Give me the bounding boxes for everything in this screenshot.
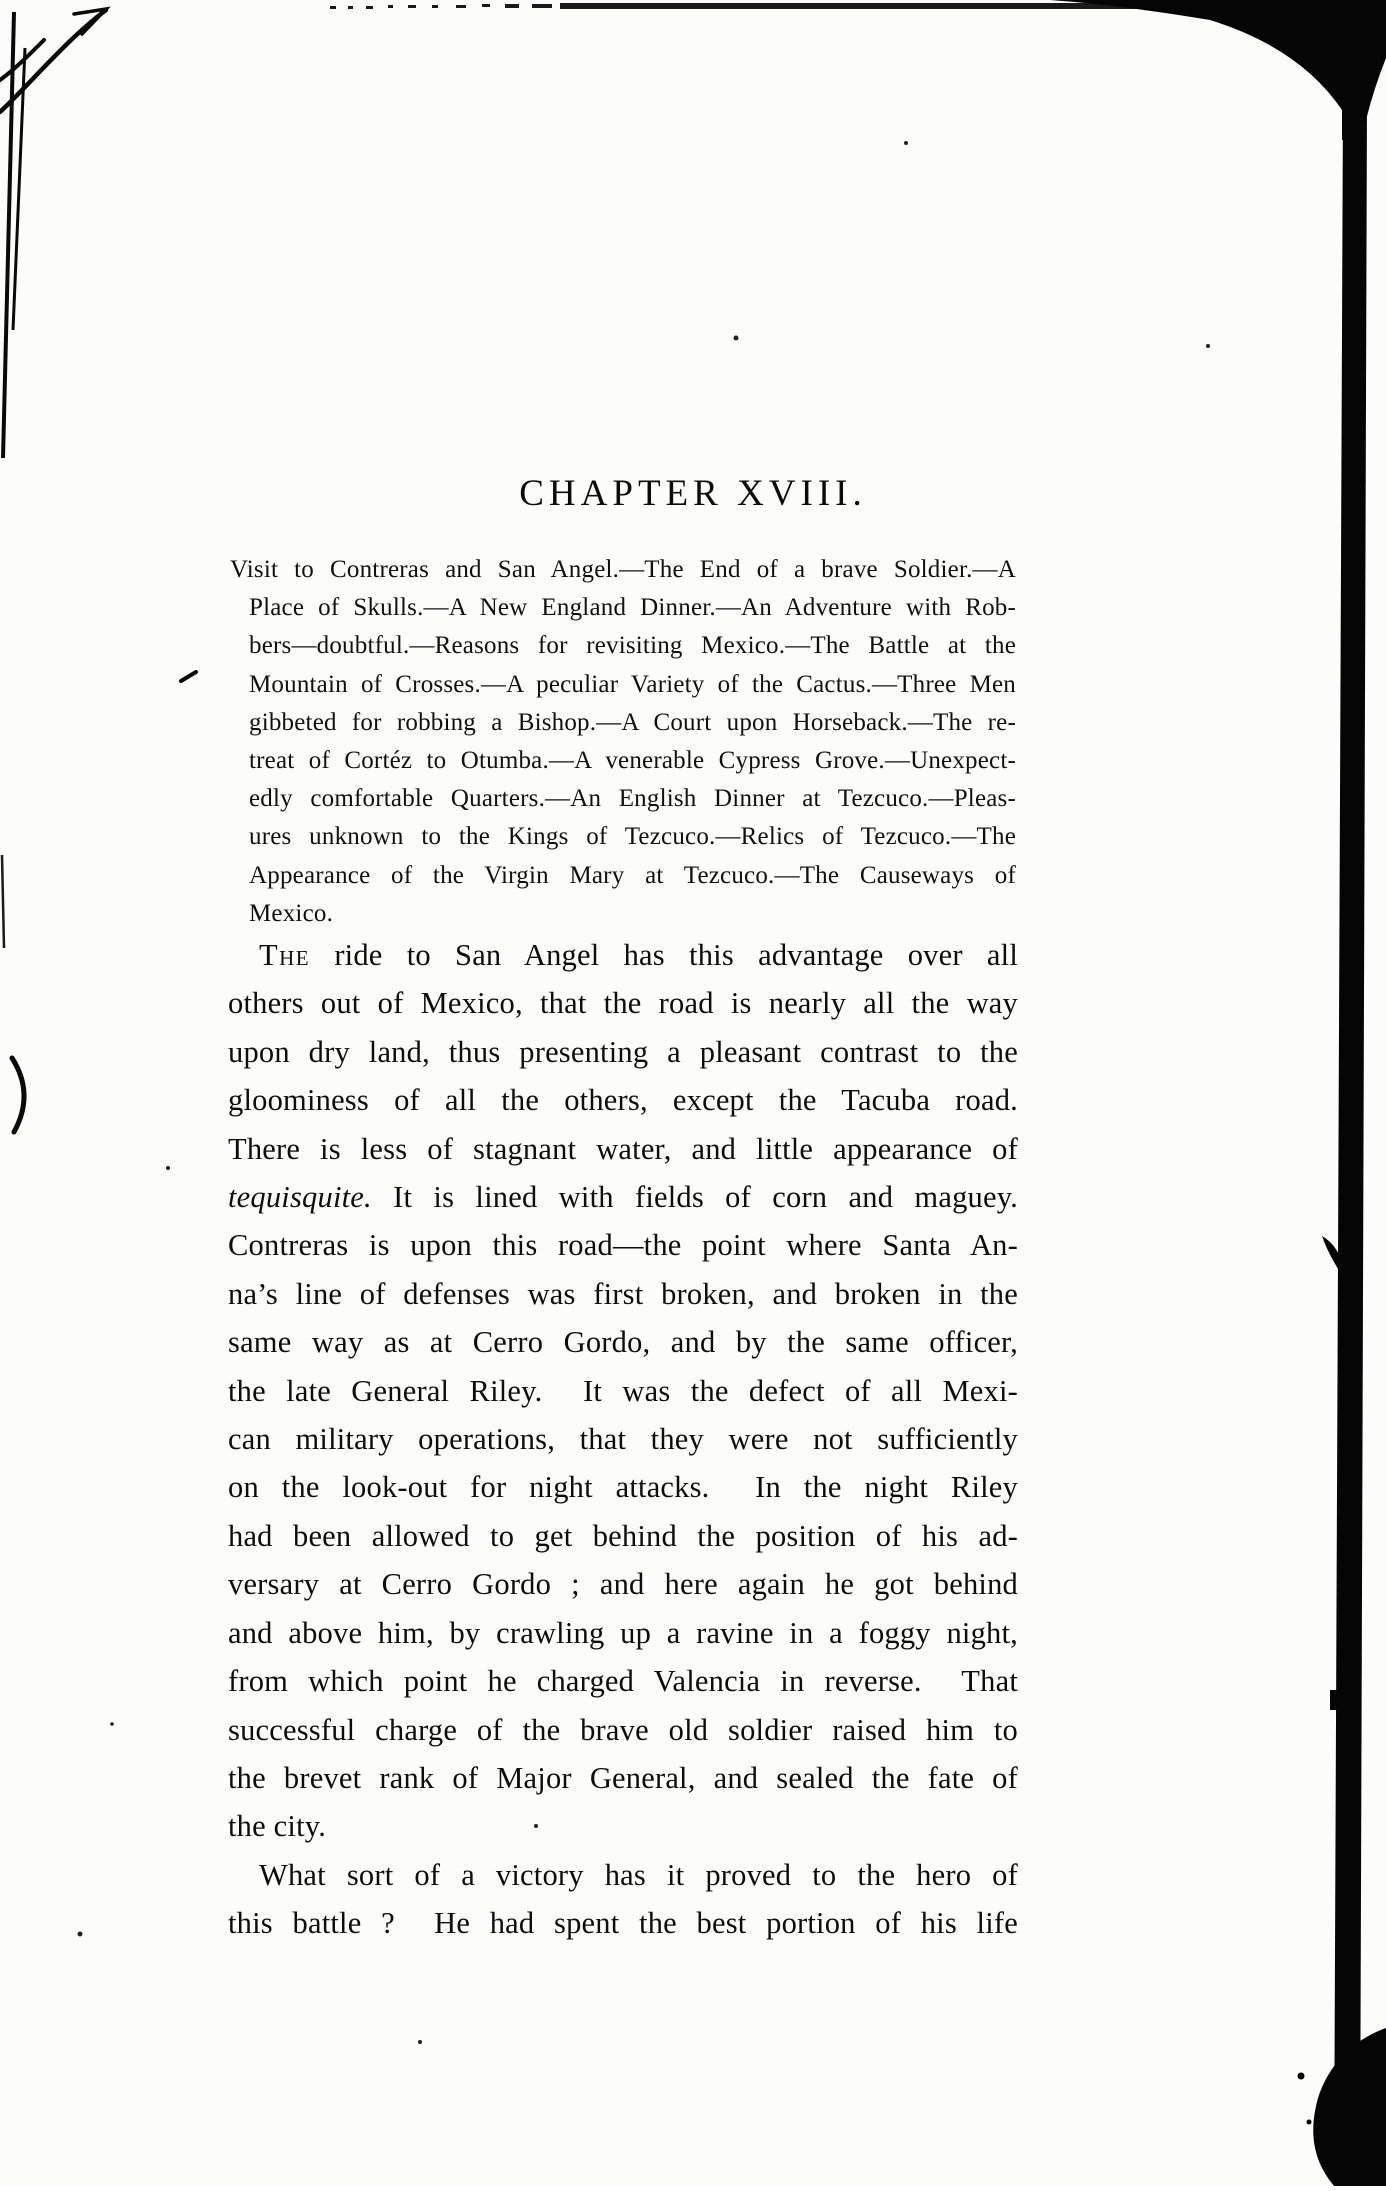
pen-flourish-mark bbox=[0, 9, 106, 112]
body-line: the late General Riley. It was the defect of all Mexi- bbox=[228, 1373, 1018, 1408]
body-line-text: ride to San Angel has this advantage over all bbox=[310, 938, 1018, 972]
body-line: the brevet rank of Major General, and sealed the fate of bbox=[228, 1760, 1018, 1795]
summary-line: Mexico. bbox=[249, 899, 334, 927]
italic-term: tequisquite. bbox=[228, 1180, 372, 1215]
summary-line: Appearance of the Virgin Mary at Tezcuco.—The Causeways of bbox=[249, 861, 1016, 889]
body-line bbox=[228, 931, 1018, 979]
body-line: others out of Mexico, that the road is nearly all the way bbox=[228, 986, 1018, 1021]
summary-line: ures unknown to the Kings of Tezcuco.—Relics of Tezcuco.—The bbox=[249, 823, 1016, 851]
body-line: same way as at Cerro Gordo, and by the same officer, bbox=[228, 1325, 1018, 1360]
body-line: Contreras is upon this road—the point where Santa An- bbox=[228, 1228, 1018, 1263]
scan-bar-bump bbox=[1322, 1236, 1342, 1276]
summary-line: Mountain of Crosses.—A peculiar Variety of the Cactus.—Three Men bbox=[249, 670, 1016, 698]
body-line: can military operations, that they were not sufficiently bbox=[228, 1422, 1018, 1457]
scan-fleck bbox=[1298, 2073, 1305, 2080]
chapter-heading: CHAPTER XVIII. bbox=[519, 473, 867, 514]
body-text bbox=[228, 931, 1018, 1948]
summary-line: treat of Cortéz to Otumba.—A venerable Cypress Grove.—Unexpect- bbox=[249, 747, 1016, 775]
lead-small-caps: The bbox=[259, 938, 311, 972]
scan-bar-bump bbox=[1330, 1690, 1340, 1710]
summary-line: edly comfortable Quarters.—An English Dinner at Tezcuco.—Pleas- bbox=[249, 785, 1016, 813]
summary-line: Place of Skulls.—A New England Dinner.—An Adventure with Rob- bbox=[249, 594, 1016, 622]
body-line: from which point he charged Valencia in reverse. That bbox=[228, 1664, 1018, 1699]
scan-edge-left-line bbox=[2, 855, 4, 948]
scan-corner-bottom-right bbox=[1313, 2028, 1386, 2186]
summary-line: Visit to Contreras and San Angel.—The End of a brave Soldier.—A bbox=[230, 556, 1016, 583]
body-line: this battle ? He had spent the best portion of his life bbox=[228, 1906, 1018, 1941]
paren-mark bbox=[12, 1058, 24, 1132]
body-line: and above him, by crawling up a ravine in a foggy night, bbox=[228, 1615, 1018, 1650]
chapter-summary bbox=[230, 551, 1016, 933]
body-line: the city. bbox=[228, 1809, 327, 1844]
scan-edge-left-line bbox=[13, 48, 25, 330]
scan-edge-right-bar bbox=[1334, 100, 1367, 2186]
summary-line: gibbeted for robbing a Bishop.—A Court upon Horseback.—The re- bbox=[249, 708, 1016, 736]
body-line: had been allowed to get behind the position of his ad- bbox=[228, 1518, 1018, 1553]
scan-edge-left-line bbox=[3, 12, 14, 458]
body-line: on the look-out for night attacks. In the night Riley bbox=[228, 1470, 1018, 1505]
body-line: successful charge of the brave old soldier raised him to bbox=[228, 1712, 1018, 1747]
body-line: What sort of a victory has it proved to the hero of bbox=[259, 1857, 1018, 1892]
body-line: gloominess of all the others, except the Tacuba road. bbox=[228, 1083, 1018, 1118]
body-line: na’s line of defenses was first broken, and broken in the bbox=[228, 1276, 1018, 1311]
tick-mark bbox=[181, 672, 196, 681]
body-line: versary at Cerro Gordo ; and here again he got behind bbox=[228, 1567, 1018, 1602]
summary-line: bers—doubtful.—Reasons for revisiting Mexico.—The Battle at the bbox=[249, 632, 1016, 660]
scan-edge-top bbox=[330, 3, 1200, 9]
scan-corner-top-right bbox=[1050, 0, 1386, 140]
body-line: upon dry land, thus presenting a pleasant contrast to the bbox=[228, 1034, 1018, 1069]
scan-fleck bbox=[1307, 2120, 1312, 2125]
body-line: There is less of stagnant water, and little appearance of bbox=[228, 1131, 1018, 1166]
body-line bbox=[228, 1173, 1018, 1221]
body-line-text: It is lined with fields of corn and maguey. bbox=[371, 1180, 1018, 1215]
